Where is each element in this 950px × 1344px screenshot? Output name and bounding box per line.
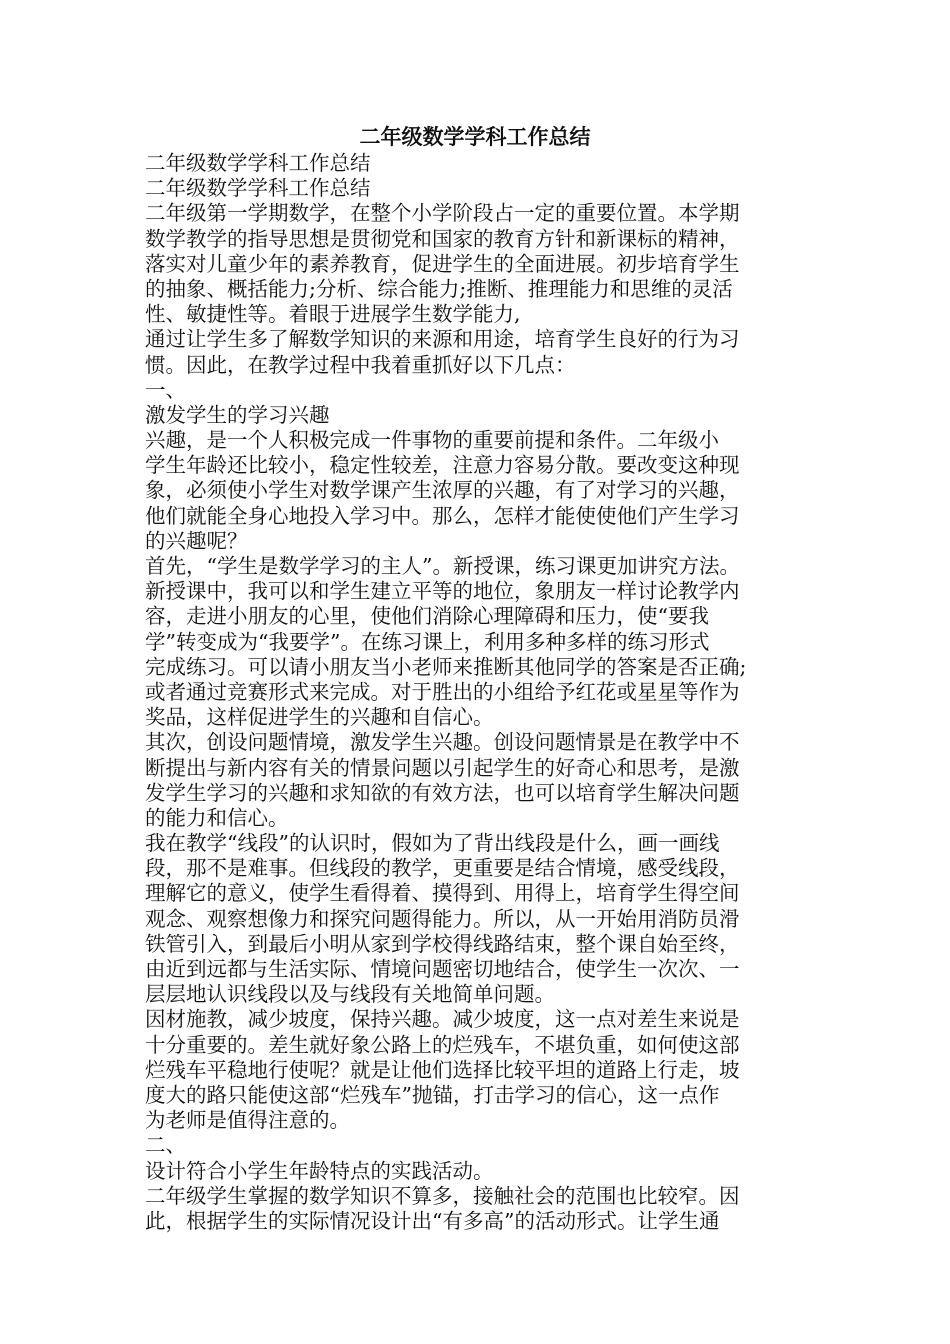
document-line: 通过让学生多了解数学知识的来源和用途，培育学生良好的行为习 xyxy=(145,327,740,352)
document-line: 或者通过竞赛形式来完成。对于胜出的小组给予红花或星星等作为 xyxy=(145,679,740,704)
document-line: 激发学生的学习兴趣 xyxy=(145,402,330,427)
document-line: 为老师是值得注意的。 xyxy=(145,1108,350,1133)
document-line: 此，根据学生的实际情况设计出“有多高”的活动形式。让学生通 xyxy=(145,1208,720,1233)
document-line: 段，那不是难事。但线段的教学，更重要是结合情境，感受线段， xyxy=(145,856,740,881)
document-line: 由近到远都与生活实际、情境问题密切地结合，使学生一次次、一 xyxy=(145,957,740,981)
document-line: 二年级数学学科工作总结 xyxy=(145,176,371,201)
document-line: 性、敏捷性等。着眼于进展学生数学能力, xyxy=(145,302,521,327)
document-line: 首先，“学生是数学学习的主人”。新授课，练习课更加讲究方法。 xyxy=(145,554,740,578)
document-line: 二年级学生掌握的数学知识不算多，接触社会的范围也比较窄。因 xyxy=(145,1183,740,1208)
document-line: 的抽象、概括能力;分析、综合能力;推断、推理能力和思维的灵活 xyxy=(145,276,733,301)
document-line: 的兴趣呢？ xyxy=(145,528,248,553)
document-line: 烂残车平稳地行使呢？就是让他们选择比较平坦的道路上行走，坡 xyxy=(145,1057,740,1082)
document-line: 他们就能全身心地投入学习中。那么，怎样才能使使他们产生学习 xyxy=(145,503,740,528)
document-line: 因材施教，减少坡度，保持兴趣。减少坡度，这一点对差生来说是 xyxy=(145,1007,740,1032)
document-line: 象，必须使小学生对数学课产生浓厚的兴趣，有了对学习的兴趣， xyxy=(145,478,740,503)
document-title: 二年级数学学科工作总结 xyxy=(359,124,591,149)
document-line: 一、 xyxy=(145,377,186,402)
document-line: 断提出与新内容有关的情景问题以引起学生的好奇心和思考，是激 xyxy=(145,755,740,780)
document-line: 新授课中，我可以和学生建立平等的地位，象朋友一样讨论教学内 xyxy=(145,579,740,604)
document-line: 兴趣，是一个人积极完成一件事物的重要前提和条件。二年级小 xyxy=(145,428,719,453)
document-line: 二、 xyxy=(145,1133,186,1158)
document-line: 观念、观察想像力和探究问题得能力。所以，从一开始用消防员滑 xyxy=(145,906,740,931)
document-line: 落实对儿童少年的素养教育，促进学生的全面进展。初步培育学生 xyxy=(145,251,740,276)
document-line: 二年级第一学期数学，在整个小学阶段占一定的重要位置。本学期 xyxy=(145,201,740,226)
document-line: 学”转变成为“我要学”。在练习课上，利用多种多样的练习形式 xyxy=(145,629,710,654)
document-line: 层层地认识线段以及与线段有关地简单问题。 xyxy=(145,982,555,1007)
document-line: 完成练习。可以请小朋友当小老师来推断其他同学的答案是否正确; xyxy=(145,654,747,679)
document-line: 数学教学的指导思想是贯彻党和国家的教育方针和新课标的精神， xyxy=(145,226,740,251)
document-line: 理解它的意义，使学生看得着、摸得到、用得上，培育学生得空间 xyxy=(145,881,740,906)
document-line: 发学生学习的兴趣和求知欲的有效方法，也可以培育学生解决问题 xyxy=(145,780,740,805)
document-line: 容，走进小朋友的心里，使他们消除心理障碍和压力，使“要我 xyxy=(145,604,709,629)
document-line: 十分重要的。差生就好象公路上的烂残车，不堪负重，如何使这部 xyxy=(145,1032,740,1057)
document-line: 的能力和信心。 xyxy=(145,805,289,830)
document-line: 惯。因此，在教学过程中我着重抓好以下几点： xyxy=(145,352,576,377)
document-line: 二年级数学学科工作总结 xyxy=(145,151,371,175)
document-line: 奖品，这样促进学生的兴趣和自信心。 xyxy=(145,705,494,730)
document-body xyxy=(145,151,810,1234)
document-line: 其次，创设问题情境，激发学生兴趣。创设问题情景是在教学中不 xyxy=(145,730,740,755)
document-line: 学生年龄还比较小，稳定性较差，注意力容易分散。要改变这种现 xyxy=(145,453,740,478)
document-line: 我在教学“线段”的认识时，假如为了背出线段是什么，画一画线 xyxy=(145,831,720,856)
document-line: 设计符合小学生年龄特点的实践活动。 xyxy=(145,1158,494,1183)
document-line: 度大的路只能使这部“烂残车”抛锚，打击学习的信心，这一点作 xyxy=(145,1082,720,1107)
document-line: 铁管引入，到最后小明从家到学校得线路结束，整个课自始至终， xyxy=(145,931,740,956)
